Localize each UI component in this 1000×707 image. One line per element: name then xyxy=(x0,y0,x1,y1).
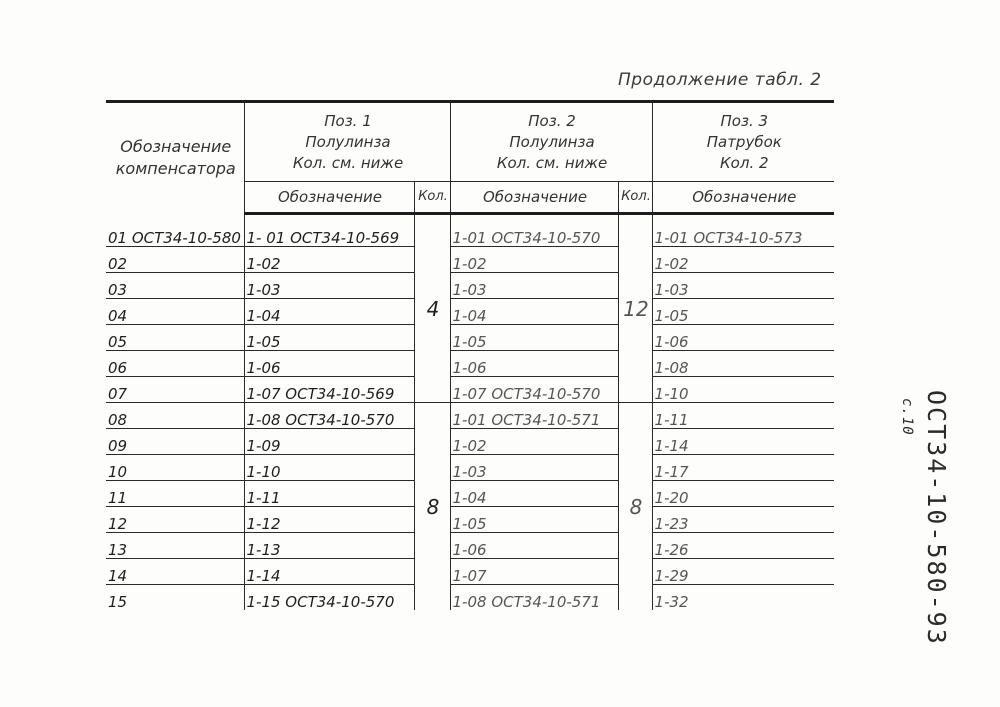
table-row xyxy=(106,351,834,377)
pos1-designation-header: Обозначение xyxy=(244,182,414,214)
pos2-cell: 1-03 xyxy=(450,455,618,481)
pos2-title: Поз. 2 xyxy=(528,111,576,130)
pos3-cell: 1-11 xyxy=(652,403,834,429)
table-row xyxy=(106,325,834,351)
compensator-table xyxy=(106,100,834,610)
pos2-cell: 1-04 xyxy=(450,481,618,507)
compensator-cell: 03 xyxy=(106,273,244,299)
table-row xyxy=(106,559,834,585)
compensator-cell: 05 xyxy=(106,325,244,351)
pos3-cell: 1-03 xyxy=(652,273,834,299)
table-continuation-caption: Продолжение табл. 2 xyxy=(618,70,822,90)
compensator-header-line2: компенсатора xyxy=(115,159,236,179)
compensator-header-line1: Обозначение xyxy=(120,137,232,157)
pos2-cell: 1-02 xyxy=(450,247,618,273)
pos2-cell: 1-06 xyxy=(450,351,618,377)
compensator-cell: 02 xyxy=(106,247,244,273)
pos3-cell: 1-01 ОСТ34-10-573 xyxy=(652,214,834,247)
pos3-cell: 1-10 xyxy=(652,377,834,403)
pos2-qty-group2: 8 xyxy=(618,403,652,611)
pos2-cell: 1-02 xyxy=(450,429,618,455)
pos2-cell: 1-01 ОСТ34-10-570 xyxy=(450,214,618,247)
compensator-cell: 12 xyxy=(106,507,244,533)
pos1-cell: 1-07 ОСТ34-10-569 xyxy=(244,377,414,403)
table-row xyxy=(106,429,834,455)
pos2-qty-header: Кол. xyxy=(618,182,652,214)
pos3-cell: 1-14 xyxy=(652,429,834,455)
standard-number: ОСТ34-10-580-93 xyxy=(922,390,951,646)
pos2-cell: 1-03 xyxy=(450,273,618,299)
pos3-designation-header: Обозначение xyxy=(652,182,834,214)
compensator-cell: 08 xyxy=(106,403,244,429)
pos2-header xyxy=(450,102,652,182)
pos2-cell: 1-05 xyxy=(450,325,618,351)
pos1-cell: 1-14 xyxy=(244,559,414,585)
compensator-cell: 14 xyxy=(106,559,244,585)
pos3-qty-note: Кол. 2 xyxy=(720,153,769,172)
pos2-cell: 1-05 xyxy=(450,507,618,533)
table-row xyxy=(106,377,834,403)
table-row xyxy=(106,214,834,247)
pos3-cell: 1-23 xyxy=(652,507,834,533)
table-row xyxy=(106,481,834,507)
pos1-header xyxy=(244,102,450,182)
pos3-cell: 1-26 xyxy=(652,533,834,559)
pos1-qty-note: Кол. см. ниже xyxy=(292,153,404,172)
compensator-cell: 13 xyxy=(106,533,244,559)
pos1-cell: 1-11 xyxy=(244,481,414,507)
pos1-qty-group2: 8 xyxy=(414,403,450,611)
pos2-qty-note: Кол. см. ниже xyxy=(496,153,608,172)
document-code xyxy=(893,390,951,707)
compensator-cell: 11 xyxy=(106,481,244,507)
table-row xyxy=(106,247,834,273)
compensator-cell: 07 xyxy=(106,377,244,403)
compensator-cell: 04 xyxy=(106,299,244,325)
pos3-cell: 1-32 xyxy=(652,585,834,611)
pos1-cell: 1- 01 ОСТ34-10-569 xyxy=(244,214,414,247)
table-row xyxy=(106,585,834,611)
pos3-cell: 1-05 xyxy=(652,299,834,325)
pos1-cell: 1-02 xyxy=(244,247,414,273)
table-row xyxy=(106,299,834,325)
table-row xyxy=(106,455,834,481)
pos1-cell: 1-06 xyxy=(244,351,414,377)
pos1-cell: 1-09 xyxy=(244,429,414,455)
compensator-cell: 15 xyxy=(108,593,128,610)
pos3-header xyxy=(652,102,834,182)
compensator-cell: 06 xyxy=(106,351,244,377)
table-row xyxy=(106,533,834,559)
header-row xyxy=(106,102,834,182)
pos1-qty-group1: 4 xyxy=(414,214,450,403)
pos2-cell: 1-07 xyxy=(450,559,618,585)
pos3-cell: 1-29 xyxy=(652,559,834,585)
pos1-cell: 1-13 xyxy=(244,533,414,559)
pos2-cell: 1-07 ОСТ34-10-570 xyxy=(450,377,618,403)
compensator-header xyxy=(106,102,244,214)
pos1-cell: 1-08 ОСТ34-10-570 xyxy=(244,403,414,429)
pos3-title: Поз. 3 xyxy=(720,111,769,130)
pos3-cell: 1-06 xyxy=(652,325,834,351)
compensator-cell: 09 xyxy=(106,429,244,455)
pos3-cell: 1-20 xyxy=(652,481,834,507)
pos2-name: Полулинза xyxy=(509,132,595,151)
pos2-cell: 1-08 ОСТ34-10-571 xyxy=(450,585,618,611)
pos2-cell: 1-06 xyxy=(450,533,618,559)
table-row xyxy=(106,273,834,299)
pos2-cell: 1-04 xyxy=(450,299,618,325)
pos3-name: Патрубок xyxy=(706,132,782,151)
pos1-cell: 1-04 xyxy=(244,299,414,325)
pos1-cell: 1-12 xyxy=(244,507,414,533)
pos2-qty-group1: 12 xyxy=(618,214,652,403)
pos1-cell: 1-03 xyxy=(244,273,414,299)
sheet-number: с.10 xyxy=(899,398,915,436)
pos1-cell: 1-15 ОСТ34-10-570 xyxy=(244,585,414,611)
table-row xyxy=(106,507,834,533)
compensator-cell: 01 ОСТ34-10-580 xyxy=(106,214,244,247)
pos1-name: Полулинза xyxy=(305,132,391,151)
pos2-designation-header: Обозначение xyxy=(450,182,618,214)
compensator-cell: 10 xyxy=(106,455,244,481)
pos1-cell: 1-05 xyxy=(244,325,414,351)
table-row xyxy=(106,403,834,429)
pos3-cell: 1-02 xyxy=(652,247,834,273)
pos1-qty-header: Кол. xyxy=(414,182,450,214)
pos1-cell: 1-10 xyxy=(244,455,414,481)
pos3-cell: 1-17 xyxy=(652,455,834,481)
pos1-title: Поз. 1 xyxy=(324,111,372,130)
pos2-cell: 1-01 ОСТ34-10-571 xyxy=(450,403,618,429)
pos3-cell: 1-08 xyxy=(652,351,834,377)
